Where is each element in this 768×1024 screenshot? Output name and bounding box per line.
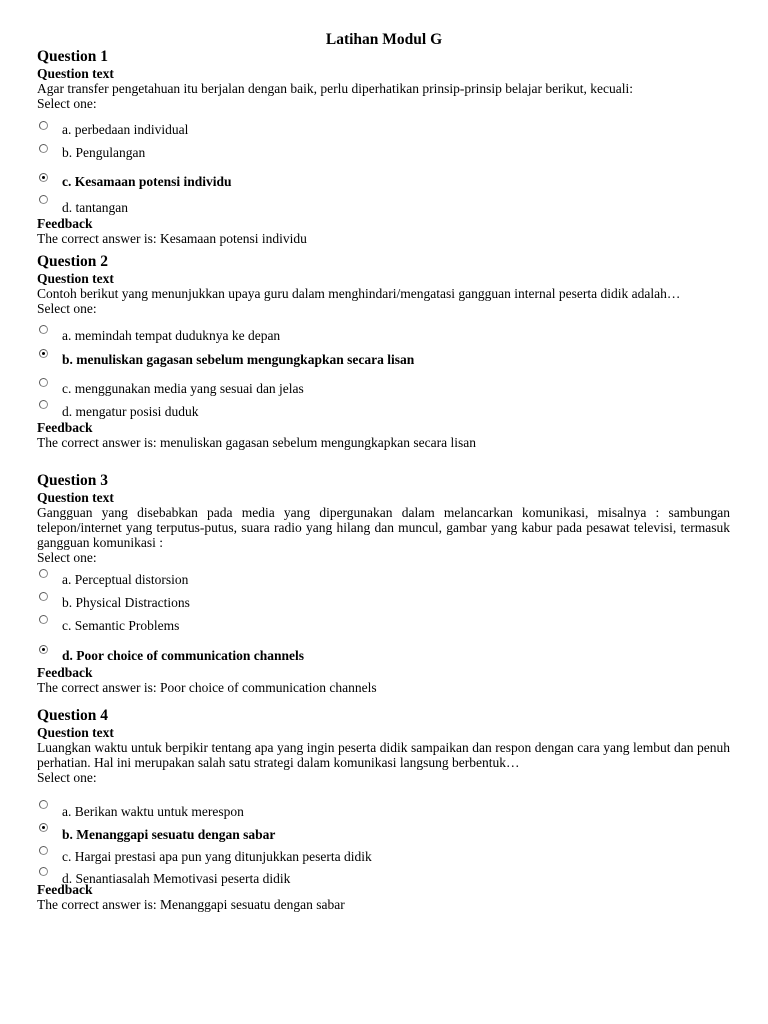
feedback-label: Feedback [37, 216, 93, 231]
feedback-text: The correct answer is: Menanggapi sesuatu dengan sabar [37, 897, 345, 912]
option-b[interactable] [37, 348, 730, 367]
question-block-1 [37, 48, 730, 246]
option-a[interactable] [37, 799, 730, 819]
option-b[interactable] [37, 591, 730, 610]
radio-button-selected[interactable] [39, 645, 48, 654]
radio-button[interactable] [39, 325, 48, 334]
option-label: b. Pengulangan [62, 145, 146, 160]
radio-button[interactable] [39, 615, 48, 624]
options-group [37, 785, 730, 886]
option-label: c. Semantic Problems [62, 618, 180, 633]
option-a[interactable] [37, 568, 730, 587]
radio-button[interactable] [39, 846, 48, 855]
select-one-label: Select one: [37, 301, 97, 316]
option-label: d. tantangan [62, 200, 128, 215]
question-text-label: Question text [37, 725, 114, 740]
feedback-label: Feedback [37, 665, 93, 680]
option-b[interactable] [37, 143, 730, 159]
option-label: a. perbedaan individual [62, 122, 189, 137]
option-d[interactable] [37, 644, 730, 663]
question-text: Gangguan yang disebabkan pada media yang dipergunakan dalam melancarkan komunikasi, misalnya : sambungan telepon/internet yang terputus-putus, suara radio yang hilang dan muncul, gambar yang kabur pada pesawat televisi, termasuk gangguan komunikasi : [37, 505, 730, 550]
option-c[interactable] [37, 377, 730, 396]
question-block-2 [37, 253, 730, 450]
option-c[interactable] [37, 845, 730, 864]
question-heading: Question 2 [37, 253, 109, 270]
option-label: b. Menanggapi sesuatu dengan sabar [62, 827, 276, 842]
question-text-label: Question text [37, 490, 114, 505]
radio-button-selected[interactable] [39, 173, 48, 182]
option-label: d. mengatur posisi duduk [62, 404, 199, 419]
question-text-label: Question text [37, 271, 114, 286]
options-group [37, 111, 730, 216]
select-one-label: Select one: [37, 96, 97, 111]
option-label: a. Perceptual distorsion [62, 572, 189, 587]
option-label: b. menuliskan gagasan sebelum mengungkapkan secara lisan [62, 352, 415, 367]
question-block-3 [37, 472, 730, 695]
radio-button-selected[interactable] [39, 349, 48, 358]
options-group [37, 316, 730, 420]
option-a[interactable] [37, 120, 730, 136]
feedback-text: The correct answer is: menuliskan gagasan sebelum mengungkapkan secara lisan [37, 435, 476, 450]
question-block-4 [37, 707, 730, 912]
radio-button[interactable] [39, 569, 48, 578]
feedback-text: The correct answer is: Poor choice of communication channels [37, 680, 377, 695]
option-label: b. Physical Distractions [62, 595, 190, 610]
radio-button[interactable] [39, 867, 48, 876]
option-c[interactable] [37, 614, 730, 633]
radio-button[interactable] [39, 800, 48, 809]
document-title: Latihan Modul G [325, 31, 443, 48]
question-text: Agar transfer pengetahuan itu berjalan dengan baik, perlu diperhatikan prinsip-prinsip belajar berikut, kecuali: [37, 81, 634, 96]
radio-button[interactable] [39, 400, 48, 409]
option-label: c. Kesamaan potensi individu [62, 174, 232, 189]
radio-button[interactable] [39, 144, 48, 153]
radio-button[interactable] [39, 121, 48, 130]
option-b[interactable] [37, 822, 730, 842]
option-d[interactable] [37, 866, 730, 886]
option-label: d. Senantiasalah Memotivasi peserta didik [62, 871, 291, 886]
option-label: d. Poor choice of communication channels [62, 648, 304, 663]
radio-button[interactable] [39, 592, 48, 601]
radio-button-selected[interactable] [39, 823, 48, 832]
option-d[interactable] [37, 399, 730, 419]
question-text-label: Question text [37, 66, 114, 81]
feedback-label: Feedback [37, 420, 93, 435]
question-heading: Question 1 [37, 48, 109, 65]
feedback-text: The correct answer is: Kesamaan potensi individu [37, 231, 307, 246]
question-text: Contoh berikut yang menunjukkan upaya guru dalam menghindari/mengatasi gangguan internal peserta didik adalah… [37, 286, 681, 301]
feedback-label: Feedback [37, 882, 93, 897]
option-d[interactable] [37, 194, 730, 215]
option-label: a. memindah tempat duduknya ke depan [62, 328, 281, 343]
option-label: a. Berikan waktu untuk merespon [62, 804, 244, 819]
option-a[interactable] [37, 324, 730, 343]
radio-button[interactable] [39, 378, 48, 387]
option-label: c. menggunakan media yang sesuai dan jelas [62, 381, 304, 396]
select-one-label: Select one: [37, 770, 97, 785]
select-one-label: Select one: [37, 550, 97, 565]
option-c[interactable] [37, 172, 730, 188]
question-text: Luangkan waktu untuk berpikir tentang apa yang ingin peserta didik sampaikan dan respon dengan cara yang lembut dan penuh perhatian. Hal ini merupakan salah satu strategi dalam komunikasi langsung berbentuk… [37, 740, 730, 770]
question-heading: Question 3 [37, 472, 109, 489]
radio-button[interactable] [39, 195, 48, 204]
question-heading: Question 4 [37, 707, 109, 724]
options-group [37, 565, 730, 665]
option-label: c. Hargai prestasi apa pun yang ditunjukkan peserta didik [62, 849, 372, 864]
